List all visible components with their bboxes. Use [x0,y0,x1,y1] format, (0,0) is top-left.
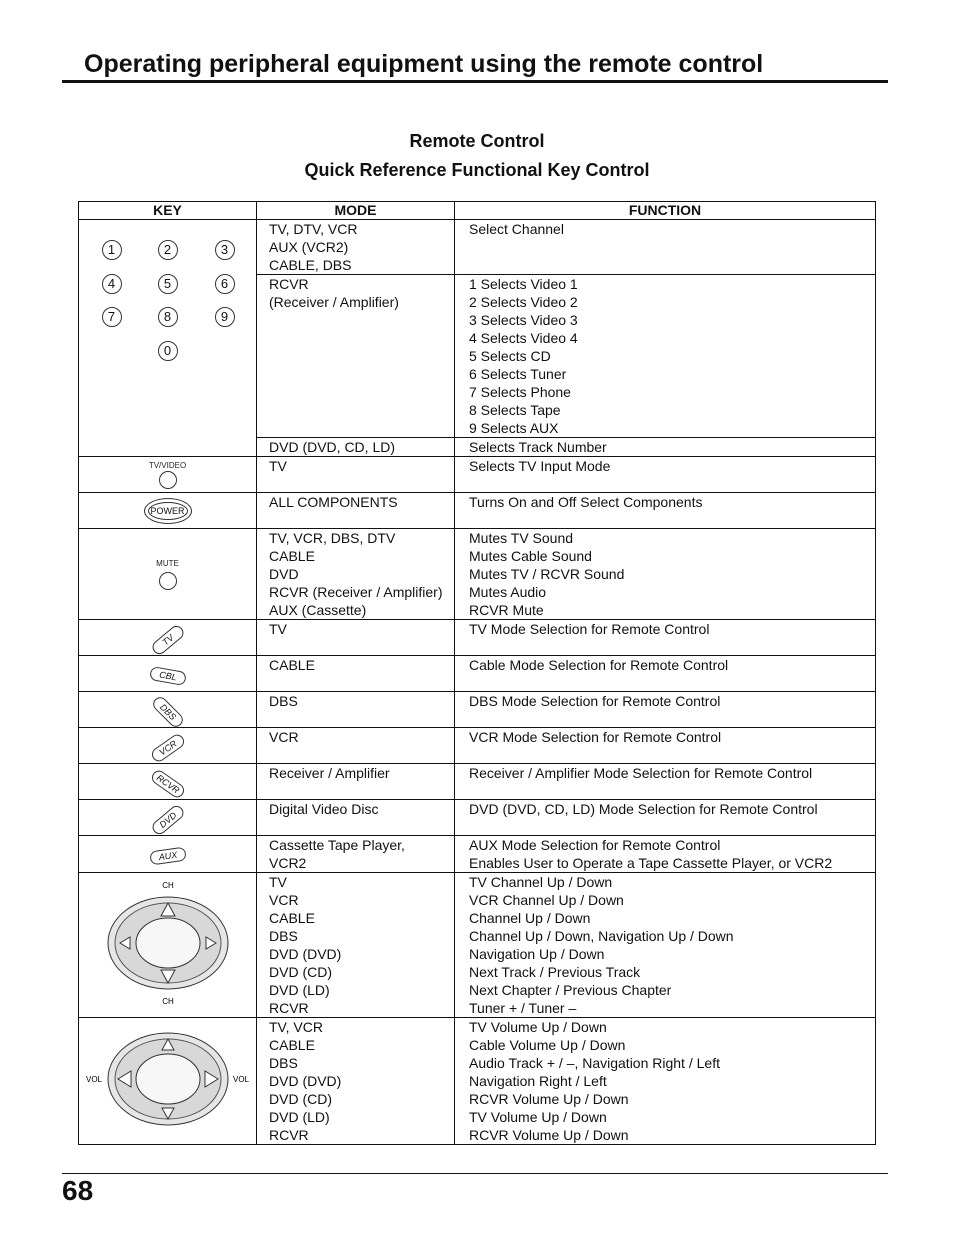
mode-line: TV [269,621,287,637]
function-line: AUX Mode Selection for Remote Control [469,837,721,853]
mode-line: DVD (CD) [269,1091,332,1107]
vol-right-label: VOL [232,1075,249,1084]
function-cell [455,873,876,1018]
table-row [79,692,876,728]
footer-rule [62,1173,888,1174]
volume-pad-icon [83,1024,253,1134]
function-line: VCR Mode Selection for Remote Control [469,729,722,745]
header-mode: MODE [257,202,455,220]
function-line: TV Mode Selection for Remote Control [469,621,710,637]
key-number-pad [79,220,257,457]
mode-line: (Receiver / Amplifier) [269,294,399,310]
mode-line: CABLE [269,1037,315,1053]
ch-up-label: CH [161,881,174,890]
function-line: Next Chapter / Previous Chapter [469,982,672,998]
function-cell [455,692,876,728]
table-row [79,836,876,873]
table-row [79,800,876,836]
function-line: DVD (DVD, CD, LD) Mode Selection for Remote Control [469,801,818,817]
number-2-button-icon: 2 [158,240,178,260]
table-row [79,493,876,529]
number-4-button-icon: 4 [102,274,122,294]
function-line: 1 Selects Video 1 [469,276,578,292]
function-line: 7 Selects Phone [469,384,571,400]
function-line: Select Channel [469,221,564,237]
table-row [79,873,876,1018]
mode-cell [257,1018,455,1145]
mode-line: DBS [269,1055,298,1071]
function-line: Mutes TV / RCVR Sound [469,566,625,582]
key-aux [79,836,257,873]
function-line: Channel Up / Down, Navigation Up / Down [469,928,734,944]
mode-cell [257,493,455,529]
number-3-button-icon: 3 [215,240,235,260]
key-tv [79,620,257,656]
function-line: Enables User to Operate a Tape Cassette Player, or VCR2 [469,855,833,871]
function-cell [455,438,876,457]
table-row [79,220,876,275]
number-8-button-icon: 8 [158,307,178,327]
table-row [79,728,876,764]
section-subtitle: Quick Reference Functional Key Control [304,160,650,180]
mode-line: TV [269,458,287,474]
mode-line: AUX (Cassette) [269,602,367,618]
key-power [79,493,257,529]
key-dvd [79,800,257,836]
mode-cell [257,457,455,493]
function-cell [455,620,876,656]
key-dbs [79,692,257,728]
mode-line: DVD (LD) [269,1109,330,1125]
mode-cell [257,873,455,1018]
mode-line: CABLE [269,548,315,564]
mode-cell [257,656,455,692]
function-cell [455,800,876,836]
mode-line: RCVR [269,1127,309,1143]
function-cell [455,656,876,692]
table-row [79,620,876,656]
tv-mode-button-icon: TV [149,623,186,657]
power-label: POWER [148,502,188,520]
table-header-row [79,202,876,220]
function-line: Cable Volume Up / Down [469,1037,626,1053]
mode-line: TV, VCR, DBS, DTV [269,530,396,546]
mode-cell [257,728,455,764]
function-line: Selects Track Number [469,439,607,455]
function-line: Navigation Up / Down [469,946,605,962]
aux-mode-button-icon: AUX [149,847,187,866]
mode-line: CABLE [269,657,315,673]
mode-cell [257,764,455,800]
table-row [79,457,876,493]
page-title: Operating peripheral equipment using the remote control [84,50,764,78]
function-line: 8 Selects Tape [469,402,561,418]
function-cell [455,728,876,764]
function-line: Turns On and Off Select Components [469,494,703,510]
function-line: RCVR Volume Up / Down [469,1091,629,1107]
function-line: VCR Channel Up / Down [469,892,624,908]
function-line: Next Track / Previous Track [469,964,641,980]
vol-left-label: VOL [85,1075,102,1084]
mode-line: DVD (DVD) [269,1073,342,1089]
mode-cell [257,800,455,836]
function-line: 4 Selects Video 4 [469,330,578,346]
table-row [79,1018,876,1145]
dbs-mode-button-icon: DBS [150,694,185,729]
mode-line: AUX (VCR2) [269,239,349,255]
rcvr-mode-button-icon: RCVR [149,767,187,799]
key-mute [79,529,257,620]
function-line: TV Volume Up / Down [469,1109,607,1125]
mode-cell [257,275,455,438]
function-line: Cable Mode Selection for Remote Control [469,657,729,673]
mode-line: RCVR [269,1000,309,1016]
tv-video-label: TV/VIDEO [148,460,187,470]
function-line: Navigation Right / Left [469,1073,607,1089]
function-line: Channel Up / Down [469,910,591,926]
function-line: Mutes Audio [469,584,547,600]
header-key: KEY [79,202,257,220]
function-line: RCVR Volume Up / Down [469,1127,629,1143]
mode-cell [257,836,455,873]
mute-button-icon [159,572,177,590]
function-line: 2 Selects Video 2 [469,294,578,310]
key-vcr [79,728,257,764]
key-volume-pad [79,1018,257,1145]
table-row [79,656,876,692]
key-rcvr [79,764,257,800]
function-cell [455,836,876,873]
function-line: Selects TV Input Mode [469,458,611,474]
cbl-mode-button-icon: CBL [149,665,187,685]
function-line: 9 Selects AUX [469,420,559,436]
page-number: 68 [62,1175,94,1206]
mode-line: TV, VCR [269,1019,323,1035]
mode-line: DBS [269,928,298,944]
channel-pad-icon [98,878,238,1008]
function-cell [455,275,876,438]
vcr-mode-button-icon: VCR [149,731,187,763]
mode-line: Digital Video Disc [269,801,379,817]
function-line: TV Channel Up / Down [469,874,613,890]
function-line: Mutes TV Sound [469,530,574,546]
key-cbl [79,656,257,692]
function-line: DBS Mode Selection for Remote Control [469,693,721,709]
mode-line: VCR [269,729,299,745]
function-cell [455,529,876,620]
mode-line: RCVR (Receiver / Amplifier) [269,584,443,600]
tv-video-button-icon [159,471,177,489]
mode-line: TV [269,874,287,890]
number-5-button-icon: 5 [158,274,178,294]
mode-line: VCR [269,892,299,908]
function-cell [455,764,876,800]
function-line: Tuner + / Tuner – [469,1000,577,1016]
number-0-button-icon: 0 [158,341,178,361]
power-button-icon [144,498,192,524]
ch-down-label: CH [161,997,174,1006]
mode-cell [257,692,455,728]
mode-line: Receiver / Amplifier [269,765,390,781]
mode-line: RCVR [269,276,309,292]
mode-line: ALL COMPONENTS [269,494,398,510]
function-line: Audio Track + / –, Navigation Right / Left [469,1055,720,1071]
mode-cell [257,529,455,620]
table-row [79,764,876,800]
table-row [79,529,876,620]
function-line: Receiver / Amplifier Mode Selection for Remote Control [469,765,813,781]
mode-cell [257,620,455,656]
key-tv-video [79,457,257,493]
mode-line: DVD (DVD, CD, LD) [269,439,396,455]
mode-line: DVD (DVD) [269,946,342,962]
mode-cell [257,220,455,275]
mode-line: TV, DTV, VCR [269,221,358,237]
mode-line: DVD (CD) [269,964,332,980]
reference-table [78,201,876,1145]
section-title: Remote Control [409,131,545,151]
function-line: RCVR Mute [469,602,544,618]
function-cell [455,1018,876,1145]
function-line: 5 Selects CD [469,348,551,364]
number-9-button-icon: 9 [215,307,235,327]
function-line: Mutes Cable Sound [469,548,592,564]
dvd-mode-button-icon: DVD [149,803,186,837]
mute-label: MUTE [156,558,179,568]
header-function: FUNCTION [455,202,876,220]
function-cell [455,220,876,275]
function-line: 3 Selects Video 3 [469,312,578,328]
mode-line: DBS [269,693,298,709]
title-rule [62,80,888,83]
function-cell [455,493,876,529]
function-line: TV Volume Up / Down [469,1019,607,1035]
mode-line: VCR2 [269,855,307,871]
mode-line: CABLE [269,910,315,926]
mode-line: CABLE, DBS [269,257,352,273]
number-6-button-icon: 6 [215,274,235,294]
number-7-button-icon: 7 [102,307,122,327]
function-line: 6 Selects Tuner [469,366,567,382]
number-1-button-icon: 1 [102,240,122,260]
mode-cell [257,438,455,457]
mode-line: DVD [269,566,299,582]
mode-line: DVD (LD) [269,982,330,998]
function-cell [455,457,876,493]
key-channel-pad [79,873,257,1018]
mode-line: Cassette Tape Player, [269,837,405,853]
